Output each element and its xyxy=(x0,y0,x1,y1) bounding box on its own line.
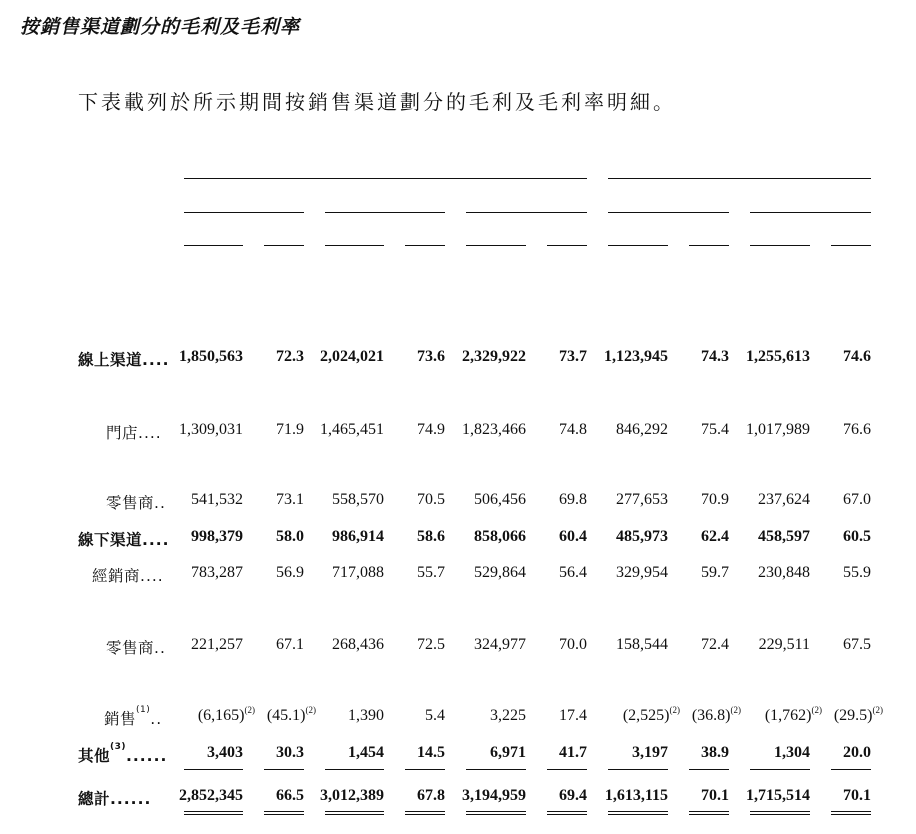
column-rule xyxy=(750,245,810,246)
column-rule xyxy=(184,245,243,246)
cell-gross-margin: 14.5 xyxy=(417,744,445,761)
cell-gross-profit: 237,624 xyxy=(758,491,810,508)
row-label: 其他$^{(3)}$...... xyxy=(78,742,168,765)
year-rule xyxy=(750,212,871,213)
total-double-rule xyxy=(264,811,304,812)
section-heading: 按銷售渠道劃分的毛利及毛利率 xyxy=(20,16,301,38)
cell-gross-profit: 3,225 xyxy=(490,707,526,724)
row-label: 門店.... xyxy=(106,424,162,442)
cell-gross-profit: 1,309,031 xyxy=(179,421,243,438)
total-double-rule xyxy=(750,814,810,815)
cell-gross-margin: 20.0 xyxy=(843,744,871,761)
total-double-rule xyxy=(264,814,304,815)
subtotal-rule xyxy=(689,769,729,770)
column-rule xyxy=(689,245,729,246)
intro-text: 下表載列於所示期間按銷售渠道劃分的毛利及毛利率明細。 xyxy=(78,90,676,114)
row-label: 總計...... xyxy=(78,790,152,808)
subtotal-rule xyxy=(750,769,810,770)
subtotal-rule xyxy=(831,769,871,770)
cell-gross-profit: 1,613,115 xyxy=(604,787,668,804)
cell-gross-profit: 1,850,563 xyxy=(179,348,243,365)
total-double-rule xyxy=(608,811,668,812)
cell-gross-profit: 3,197 xyxy=(632,744,668,761)
cell-gross-margin: 30.3 xyxy=(276,744,304,761)
cell-gross-margin: 58.0 xyxy=(276,528,304,545)
row-label: 線上渠道.... xyxy=(78,351,170,369)
total-double-rule xyxy=(466,814,526,815)
total-double-rule xyxy=(689,811,729,812)
row-label: 零售商.. xyxy=(106,639,166,657)
cell-gross-margin: 75.4 xyxy=(701,421,729,438)
cell-gross-profit: 558,570 xyxy=(332,491,384,508)
cell-gross-profit: 1,465,451 xyxy=(320,421,384,438)
cell-gross-profit: 229,511 xyxy=(758,636,810,653)
cell-gross-margin: 74.9 xyxy=(417,421,445,438)
cell-gross-profit: 783,287 xyxy=(191,564,243,581)
cell-gross-margin: 73.7 xyxy=(559,348,587,365)
cell-gross-profit: 2,852,345 xyxy=(179,787,243,804)
cell-gross-profit: 1,823,466 xyxy=(462,421,526,438)
cell-gross-profit: $(1,762)^{(2)}$ xyxy=(764,705,822,724)
cell-gross-margin: 70.0 xyxy=(559,636,587,653)
cell-gross-profit: 324,977 xyxy=(474,636,526,653)
row-label: 經銷商.... xyxy=(92,567,164,585)
cell-gross-profit: $(2,525)^{(2)}$ xyxy=(622,705,680,724)
cell-gross-margin: 72.4 xyxy=(701,636,729,653)
total-double-rule xyxy=(405,811,445,812)
total-double-rule xyxy=(184,811,243,812)
subtotal-rule xyxy=(405,769,445,770)
cell-gross-profit: 717,088 xyxy=(332,564,384,581)
group-rule-annual xyxy=(184,178,587,179)
total-double-rule xyxy=(325,814,384,815)
cell-gross-profit: $(6,165)^{(2)}$ xyxy=(197,705,255,724)
cell-gross-margin: 67.1 xyxy=(276,636,304,653)
cell-gross-margin: 66.5 xyxy=(276,787,304,804)
cell-gross-margin: 76.6 xyxy=(843,421,871,438)
cell-gross-profit: 458,597 xyxy=(758,528,810,545)
cell-gross-profit: 329,954 xyxy=(616,564,668,581)
cell-gross-margin: 70.1 xyxy=(701,787,729,804)
column-rule xyxy=(264,245,304,246)
column-rule xyxy=(547,245,587,246)
cell-gross-margin: 17.4 xyxy=(559,707,587,724)
cell-gross-margin: 73.1 xyxy=(276,491,304,508)
row-label: 銷售$^{(1)}$.. xyxy=(104,705,163,728)
cell-gross-margin: 60.5 xyxy=(843,528,871,545)
subtotal-rule xyxy=(325,769,384,770)
cell-gross-profit: 158,544 xyxy=(616,636,668,653)
cell-gross-margin: 70.9 xyxy=(701,491,729,508)
cell-gross-profit: 1,715,514 xyxy=(746,787,810,804)
column-rule xyxy=(325,245,384,246)
cell-gross-margin: 67.8 xyxy=(417,787,445,804)
cell-gross-profit: 541,532 xyxy=(191,491,243,508)
cell-gross-margin: 72.3 xyxy=(276,348,304,365)
cell-gross-margin: 69.8 xyxy=(559,491,587,508)
cell-gross-margin: 55.7 xyxy=(417,564,445,581)
column-rule xyxy=(608,245,668,246)
subtotal-rule xyxy=(466,769,526,770)
cell-gross-profit: 1,017,989 xyxy=(746,421,810,438)
cell-gross-margin: 55.9 xyxy=(843,564,871,581)
cell-gross-profit: 506,456 xyxy=(474,491,526,508)
cell-gross-profit: 1,390 xyxy=(348,707,384,724)
cell-gross-profit: 6,971 xyxy=(490,744,526,761)
total-double-rule xyxy=(831,814,871,815)
cell-gross-margin: $(45.1)^{(2)}$ xyxy=(266,705,316,724)
subtotal-rule xyxy=(608,769,668,770)
cell-gross-margin: 59.7 xyxy=(701,564,729,581)
total-double-rule xyxy=(184,814,243,815)
cell-gross-profit: 268,436 xyxy=(332,636,384,653)
cell-gross-margin: 67.5 xyxy=(843,636,871,653)
cell-gross-profit: 1,454 xyxy=(348,744,384,761)
total-double-rule xyxy=(689,814,729,815)
cell-gross-margin: 69.4 xyxy=(559,787,587,804)
year-rule xyxy=(184,212,304,213)
cell-gross-margin: 67.0 xyxy=(843,491,871,508)
cell-gross-profit: 485,973 xyxy=(616,528,668,545)
cell-gross-margin: 71.9 xyxy=(276,421,304,438)
year-rule xyxy=(466,212,587,213)
cell-gross-margin: 58.6 xyxy=(417,528,445,545)
cell-gross-margin: $(29.5)^{(2)}$ xyxy=(833,705,883,724)
cell-gross-margin: 56.9 xyxy=(276,564,304,581)
cell-gross-profit: 221,257 xyxy=(191,636,243,653)
cell-gross-profit: 998,379 xyxy=(191,528,243,545)
cell-gross-profit: 986,914 xyxy=(332,528,384,545)
total-double-rule xyxy=(325,811,384,812)
subtotal-rule xyxy=(184,769,243,770)
cell-gross-margin: 70.5 xyxy=(417,491,445,508)
cell-gross-margin: 70.1 xyxy=(843,787,871,804)
year-rule xyxy=(325,212,445,213)
cell-gross-profit: 846,292 xyxy=(616,421,668,438)
group-rule-half xyxy=(608,178,871,179)
cell-gross-margin: 38.9 xyxy=(701,744,729,761)
cell-gross-profit: 3,403 xyxy=(207,744,243,761)
year-rule xyxy=(608,212,729,213)
total-double-rule xyxy=(547,811,587,812)
total-double-rule xyxy=(608,814,668,815)
cell-gross-profit: 277,653 xyxy=(616,491,668,508)
cell-gross-profit: 858,066 xyxy=(474,528,526,545)
cell-gross-margin: 74.8 xyxy=(559,421,587,438)
cell-gross-margin: 41.7 xyxy=(559,744,587,761)
total-double-rule xyxy=(831,811,871,812)
row-label: 零售商.. xyxy=(106,494,166,512)
total-double-rule xyxy=(750,811,810,812)
cell-gross-margin: 74.3 xyxy=(701,348,729,365)
column-rule xyxy=(831,245,871,246)
cell-gross-profit: 1,255,613 xyxy=(746,348,810,365)
cell-gross-margin: 56.4 xyxy=(559,564,587,581)
cell-gross-profit: 3,012,389 xyxy=(320,787,384,804)
cell-gross-profit: 1,304 xyxy=(774,744,810,761)
column-rule xyxy=(405,245,445,246)
cell-gross-margin: 60.4 xyxy=(559,528,587,545)
subtotal-rule xyxy=(547,769,587,770)
cell-gross-profit: 2,329,922 xyxy=(462,348,526,365)
total-double-rule xyxy=(466,811,526,812)
cell-gross-margin: 62.4 xyxy=(701,528,729,545)
cell-gross-profit: 3,194,959 xyxy=(462,787,526,804)
cell-gross-margin: 74.6 xyxy=(843,348,871,365)
cell-gross-profit: 230,848 xyxy=(758,564,810,581)
cell-gross-profit: 2,024,021 xyxy=(320,348,384,365)
cell-gross-margin: 5.4 xyxy=(425,707,445,724)
cell-gross-margin: $(36.8)^{(2)}$ xyxy=(691,705,741,724)
total-double-rule xyxy=(547,814,587,815)
row-label: 線下渠道.... xyxy=(78,531,170,549)
subtotal-rule xyxy=(264,769,304,770)
cell-gross-profit: 1,123,945 xyxy=(604,348,668,365)
column-rule xyxy=(466,245,526,246)
cell-gross-margin: 72.5 xyxy=(417,636,445,653)
cell-gross-profit: 529,864 xyxy=(474,564,526,581)
cell-gross-margin: 73.6 xyxy=(417,348,445,365)
total-double-rule xyxy=(405,814,445,815)
